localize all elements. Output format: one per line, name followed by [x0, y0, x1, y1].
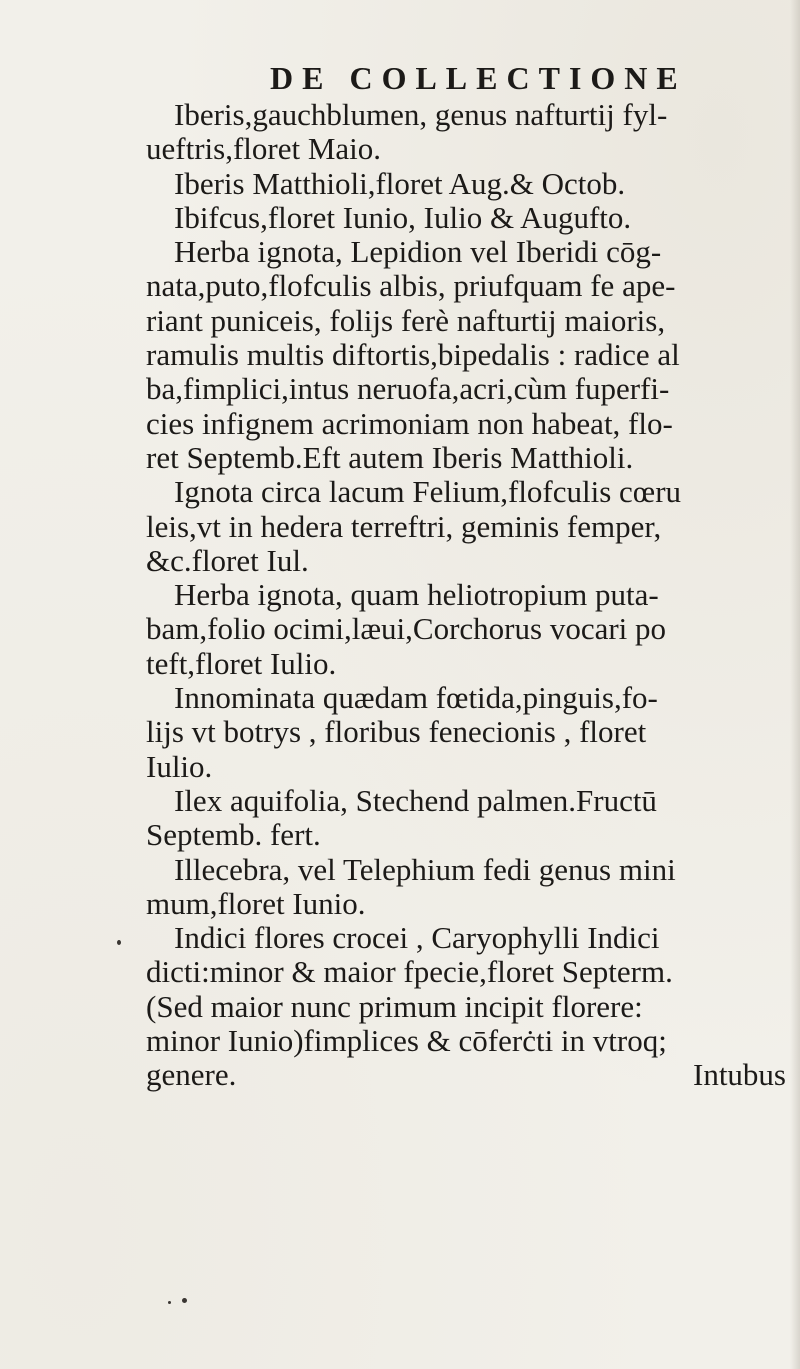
text-line: Ilex aquifolia, Stechend palmen.Fructū — [174, 783, 657, 818]
text-line: (Sed maior nunc primum incipit florere: — [146, 989, 643, 1024]
last-line-text: genere. — [146, 1058, 237, 1093]
text-line: Iberis Matthioli,floret Aug.& Octob. — [174, 166, 626, 201]
ink-speck — [182, 1298, 187, 1303]
text-line: cies infignem acrimoniam non habeat, flo- — [146, 406, 673, 441]
ink-speck — [168, 1301, 171, 1304]
text-line: dicti:minor & maior fpecie,floret Septerm. — [146, 955, 673, 990]
text-line: Iulio. — [146, 749, 213, 784]
text-line: Innominata quædam fœtida,pinguis,fo- — [174, 681, 658, 716]
text-line: &c.floret Iul. — [146, 543, 309, 578]
text-line: mum,floret Iunio. — [146, 886, 366, 921]
ink-speck — [117, 940, 121, 945]
text-line: ramulis multis diftortis,bipedalis : radice al — [146, 338, 680, 373]
text-line: bam,folio ocimi,læui,Corchorus vocari po — [146, 612, 667, 647]
text-line: ba,fimplici,intus neruofa,acri,cùm fuperfi- — [146, 372, 670, 407]
text-line: Ignota circa lacum Felium,flofculis cœru — [174, 475, 682, 510]
text-line: Iberis,gauchblumen, genus nafturtij fyl- — [174, 98, 668, 132]
text-line: ret Septemb.Eft autem Iberis Matthioli. — [146, 440, 634, 475]
text-line: Herba ignota, quam heliotropium puta- — [174, 578, 659, 613]
last-text-line — [146, 1058, 796, 1092]
text-line: Indici flores crocei , Caryophylli Indici — [174, 921, 660, 956]
text-line: riant puniceis, folijs ferè nafturtij maioris, — [146, 303, 666, 338]
catchword: Intubus — [693, 1058, 786, 1093]
running-head: DE COLLECTIONE — [270, 60, 687, 96]
text-line: Illecebra, vel Telephium fedi genus mini — [174, 852, 676, 887]
text-line: nata,puto,flofculis albis, priufquam fe ape- — [146, 269, 676, 304]
body-text — [146, 98, 796, 1093]
text-line: ueftris,floret Maio. — [146, 132, 382, 167]
text-line: Herba ignota, Lepidion vel Iberidi cōg- — [174, 235, 662, 270]
text-line: Ibifcus,floret Iunio, Iulio & Augufto. — [174, 200, 632, 235]
text-line: minor Iunio)fimplices & cōferċti in vtroq; — [146, 1024, 667, 1059]
text-line: Septemb. fert. — [146, 818, 321, 853]
text-line: lijs vt botrys , floribus fenecionis , floret — [146, 715, 647, 750]
text-line: leis,vt in hedera terreftri, geminis femper, — [146, 509, 662, 544]
text-line: teft,floret Iulio. — [146, 646, 337, 681]
